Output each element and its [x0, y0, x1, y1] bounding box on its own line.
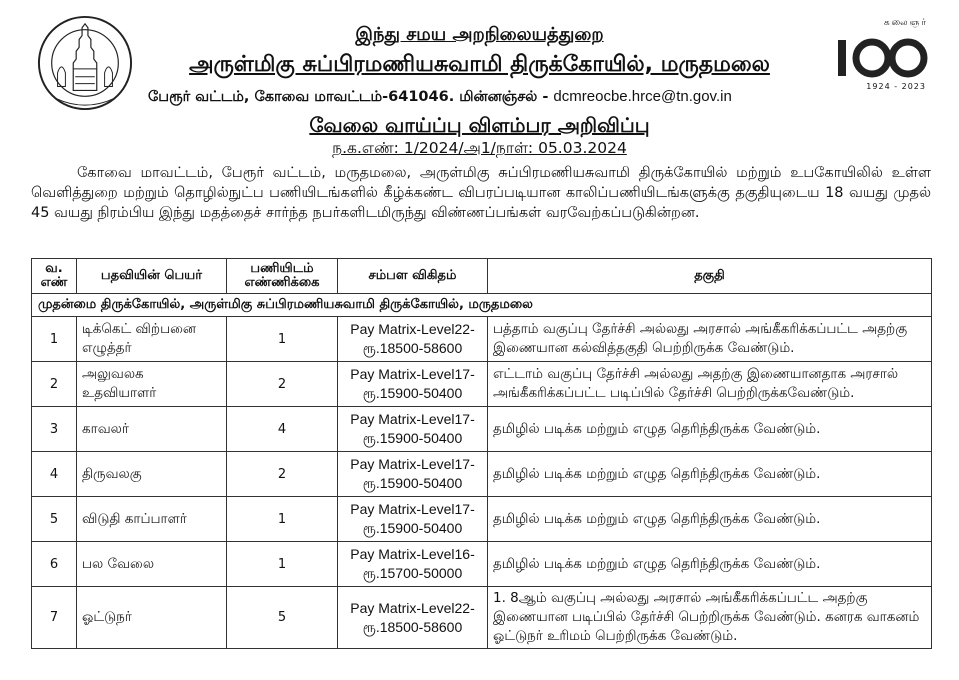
row-number: 3	[32, 407, 77, 452]
row-number: 4	[32, 452, 77, 497]
pay-scale	[338, 542, 488, 587]
address-line	[148, 88, 848, 107]
pay-range: ரூ.15900-50400	[362, 475, 463, 491]
address-text: பேரூர் வட்டம், கோவை மாவட்டம்-641046. மின்னஞ்சல் -	[148, 89, 549, 105]
pay-range: ரூ.15700-50000	[362, 565, 463, 581]
logo-top-text: கலைஞர்	[883, 18, 928, 28]
vacancy-count: 1	[227, 317, 338, 362]
notice-title: வேலை வாய்ப்பு விளம்பர அறிவிப்பு	[309, 113, 650, 137]
col-header-count-line2: எண்ணிக்கை	[244, 275, 320, 290]
pay-scale	[338, 317, 488, 362]
pay-scale	[338, 452, 488, 497]
qualification: தமிழில் படிக்க மற்றும் எழுத தெரிந்திருக்க வேண்டும்.	[488, 542, 932, 587]
row-number: 2	[32, 362, 77, 407]
col-header-no	[32, 259, 77, 294]
post-name: பல வேலை	[77, 542, 227, 587]
col-header-no-line1: வ.	[45, 261, 63, 276]
post-name: டிக்கெட் விற்பனை எழுத்தர்	[77, 317, 227, 362]
table-row	[32, 407, 932, 452]
vacancy-table	[31, 258, 932, 649]
pay-range: ரூ.18500-58600	[362, 340, 463, 356]
row-number: 1	[32, 317, 77, 362]
vacancy-count: 2	[227, 452, 338, 497]
vacancy-count: 1	[227, 497, 338, 542]
pay-scale	[338, 407, 488, 452]
qualification: பத்தாம் வகுப்பு தேர்ச்சி அல்லது அரசால் அங்கீகரிக்கப்பட்ட அதற்கு இணையான கல்வித்தகுதி பெற்றிருக்க வேண்டும்.	[488, 317, 932, 362]
pay-range: ரூ.15900-50400	[362, 385, 463, 401]
col-header-qualification: தகுதி	[488, 259, 932, 294]
department-name: இந்து சமய அறநிலையத்துறை	[355, 24, 604, 45]
qualification: தமிழில் படிக்க மற்றும் எழுத தெரிந்திருக்க வேண்டும்.	[488, 497, 932, 542]
vacancy-count: 1	[227, 542, 338, 587]
post-name: காவலர்	[77, 407, 227, 452]
col-header-no-line2: எண்	[40, 275, 68, 290]
qualification: எட்டாம் வகுப்பு தேர்ச்சி அல்லது அதற்கு இணையானதாக அரசால் அங்கீகரிக்கப்பட்ட படிப்பில் தேர்ச்சி பெற்றிருக்கவேண்டும்.	[488, 362, 932, 407]
post-name: திருவலகு	[77, 452, 227, 497]
table-row	[32, 317, 932, 362]
reference-number: ந.க.எண்: 1/2024/அ1/நாள்: 05.03.2024	[332, 139, 627, 157]
table-row	[32, 362, 932, 407]
pay-level: Pay Matrix-Level22-	[350, 321, 475, 337]
post-name: விடுதி காப்பாளர்	[77, 497, 227, 542]
row-number: 6	[32, 542, 77, 587]
qualification: 1. 8ஆம் வகுப்பு அல்லது அரசால் அங்கீகரிக்கப்பட்ட அதற்கு இணையான படிப்பில் தேர்ச்சி பெற்றிருக்க வேண்டும். கனரக வாகனம் ஓட்டுநர் உரிமம் பெற்றிருக்க வேண்டும்.	[488, 587, 932, 649]
pay-level: Pay Matrix-Level22-	[350, 599, 475, 616]
vacancy-count: 5	[227, 587, 338, 649]
table-row	[32, 452, 932, 497]
qualification: தமிழில் படிக்க மற்றும் எழுத தெரிந்திருக்க வேண்டும்.	[488, 452, 932, 497]
pay-level: Pay Matrix-Level17-	[350, 366, 475, 382]
table-row	[32, 542, 932, 587]
col-header-count-line1: பணியிடம்	[250, 261, 314, 276]
row-number: 7	[32, 587, 77, 649]
table-header-row	[32, 259, 932, 294]
pay-scale	[338, 587, 488, 649]
intro-paragraph: கோவை மாவட்டம், பேரூர் வட்டம், மருதமலை, அருள்மிகு சுப்பிரமணியசுவாமி திருக்கோயில் மற்றும் உபகோயிலில் உள்ள வெளித்துறை மற்றும் தொழில்நுட்ப பணியிடங்களில் கீழ்க்கண்ட விபரப்படியான காலிப்பணியிடங்களுக்கு தகுதியுடைய 18 வயது முதல் 45 வயது நிரம்பிய இந்து மதத்தைச் சார்ந்த நபர்களிடமிருந்து விண்ணப்பங்கள் வரவேற்கப்படுகின்றன.	[31, 165, 931, 221]
section-row	[32, 294, 932, 317]
pay-level: Pay Matrix-Level17-	[350, 456, 475, 472]
qualification: தமிழில் படிக்க மற்றும் எழுத தெரிந்திருக்க வேண்டும்.	[488, 407, 932, 452]
pay-level: Pay Matrix-Level17-	[350, 411, 475, 427]
pay-level: Pay Matrix-Level17-	[350, 501, 475, 517]
col-header-pay: சம்பள விகிதம்	[338, 259, 488, 294]
pay-scale	[338, 362, 488, 407]
email-address: dcmreocbe.hrce@tn.gov.in	[553, 88, 732, 105]
post-name: அலுவலக உதவியாளர்	[77, 362, 227, 407]
pay-scale	[338, 497, 488, 542]
col-header-post: பதவியின் பெயர்	[77, 259, 227, 294]
post-name: ஓட்டுநர்	[77, 587, 227, 649]
temple-name: அருள்மிகு சுப்பிரமணியசுவாமி திருக்கோயில், மருதமலை	[189, 52, 770, 77]
pay-level: Pay Matrix-Level16-	[350, 546, 475, 562]
pay-range: ரூ.15900-50400	[362, 430, 463, 446]
logo-years: 1924 - 2023	[866, 82, 926, 91]
pay-range: ரூ.18500-58600	[362, 618, 463, 635]
pay-range: ரூ.15900-50400	[362, 520, 463, 536]
vacancy-count: 2	[227, 362, 338, 407]
table-row	[32, 497, 932, 542]
col-header-count	[227, 259, 338, 294]
vacancy-count: 4	[227, 407, 338, 452]
section-title: முதன்மை திருக்கோயில், அருள்மிகு சுப்பிரமணியசுவாமி திருக்கோயில், மருதமலை	[32, 294, 932, 317]
row-number: 5	[32, 497, 77, 542]
table-row	[32, 587, 932, 649]
